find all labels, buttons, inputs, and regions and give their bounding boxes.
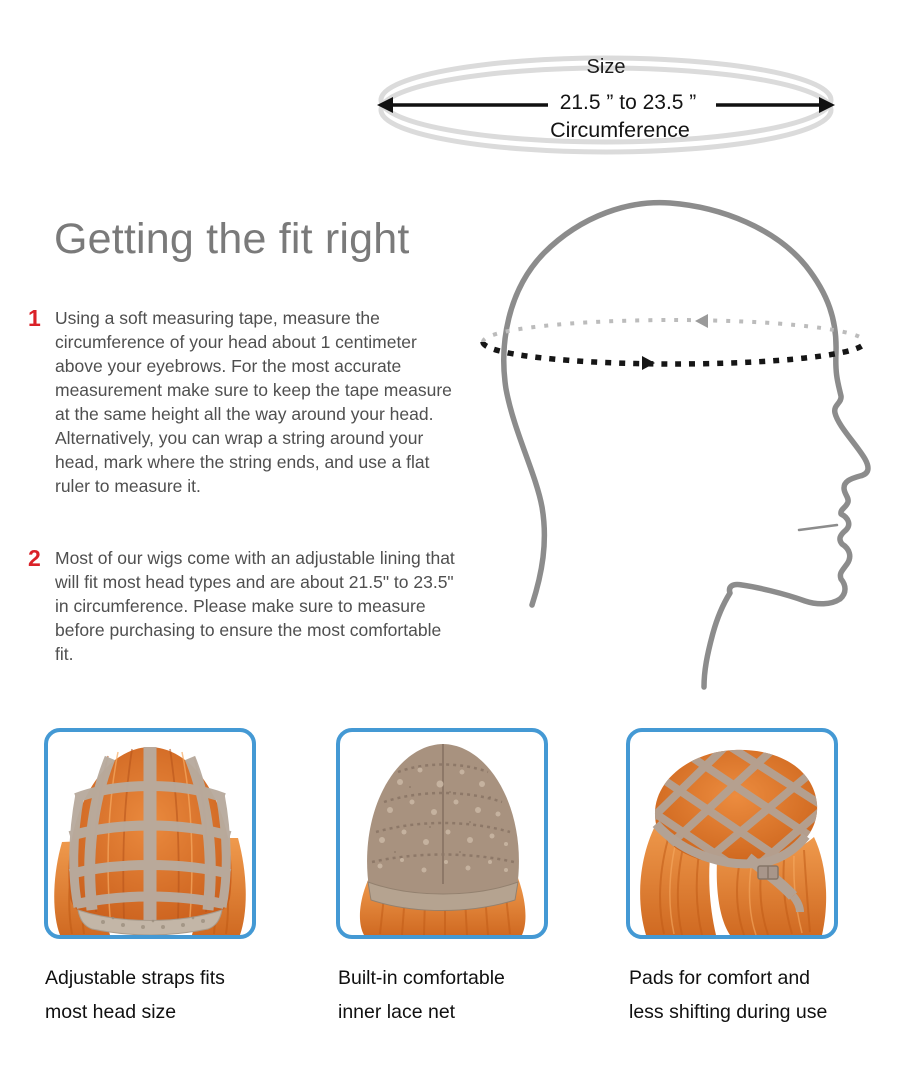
caption-line: Adjustable straps fits [45, 967, 225, 989]
feature-image-lace [336, 728, 548, 939]
feature-image-pads [626, 728, 838, 939]
tape-arrow-left-icon [695, 314, 708, 328]
wig-cap-lace-top-photo [340, 732, 544, 935]
size-label: Size [586, 56, 626, 78]
feature-caption-lace [338, 961, 505, 1029]
feature-image-straps [44, 728, 256, 939]
step-1-text: Using a soft measuring tape, measure the circumference of your head about 1 centimeter above your eyebrows. For the most accurate measurement make sure to keep the tape measure at the same height all the way around your head. Alternatively, you can wrap a string around your head, mark where the string ends, and use a flat ruler to measure it. [55, 308, 452, 496]
caption-line: inner lace net [338, 1001, 456, 1023]
lace-dome [367, 744, 519, 905]
step-2-text: Most of our wigs come with an adjustable lining that will fit most head types and are about 21.5" to 23.5" in circumference. Please make sure to measure before purchasing to ensure the most comfortable fit. [55, 548, 455, 664]
caption-line: less shifting during use [629, 1001, 828, 1023]
size-range-label: 21.5 ” to 23.5 ” [559, 91, 697, 114]
feature-caption-straps [45, 961, 225, 1029]
caption-line: Pads for comfort and [629, 967, 811, 989]
feature-caption-pads [629, 961, 827, 1029]
circumference-label: Circumference [550, 118, 690, 142]
wig-cap-back-straps-photo [48, 732, 252, 935]
measuring-tape-dotted-ellipse [483, 314, 865, 370]
tape-arrow-right-icon [642, 356, 655, 370]
step-1-number: 1 [28, 305, 41, 331]
mouth-line [799, 525, 837, 530]
strap-grid [70, 747, 230, 928]
wig-cap-side-pads-photo [630, 732, 834, 935]
caption-line: most head size [45, 1001, 177, 1023]
page-title: Getting the fit right [54, 215, 410, 263]
step-2-number: 2 [28, 545, 41, 571]
caption-line: Built-in comfortable [338, 967, 505, 989]
head-profile-illustration [470, 182, 902, 697]
step-1 [28, 306, 468, 498]
size-diagram [372, 48, 840, 166]
head-outline [504, 203, 868, 687]
step-2 [28, 546, 468, 666]
